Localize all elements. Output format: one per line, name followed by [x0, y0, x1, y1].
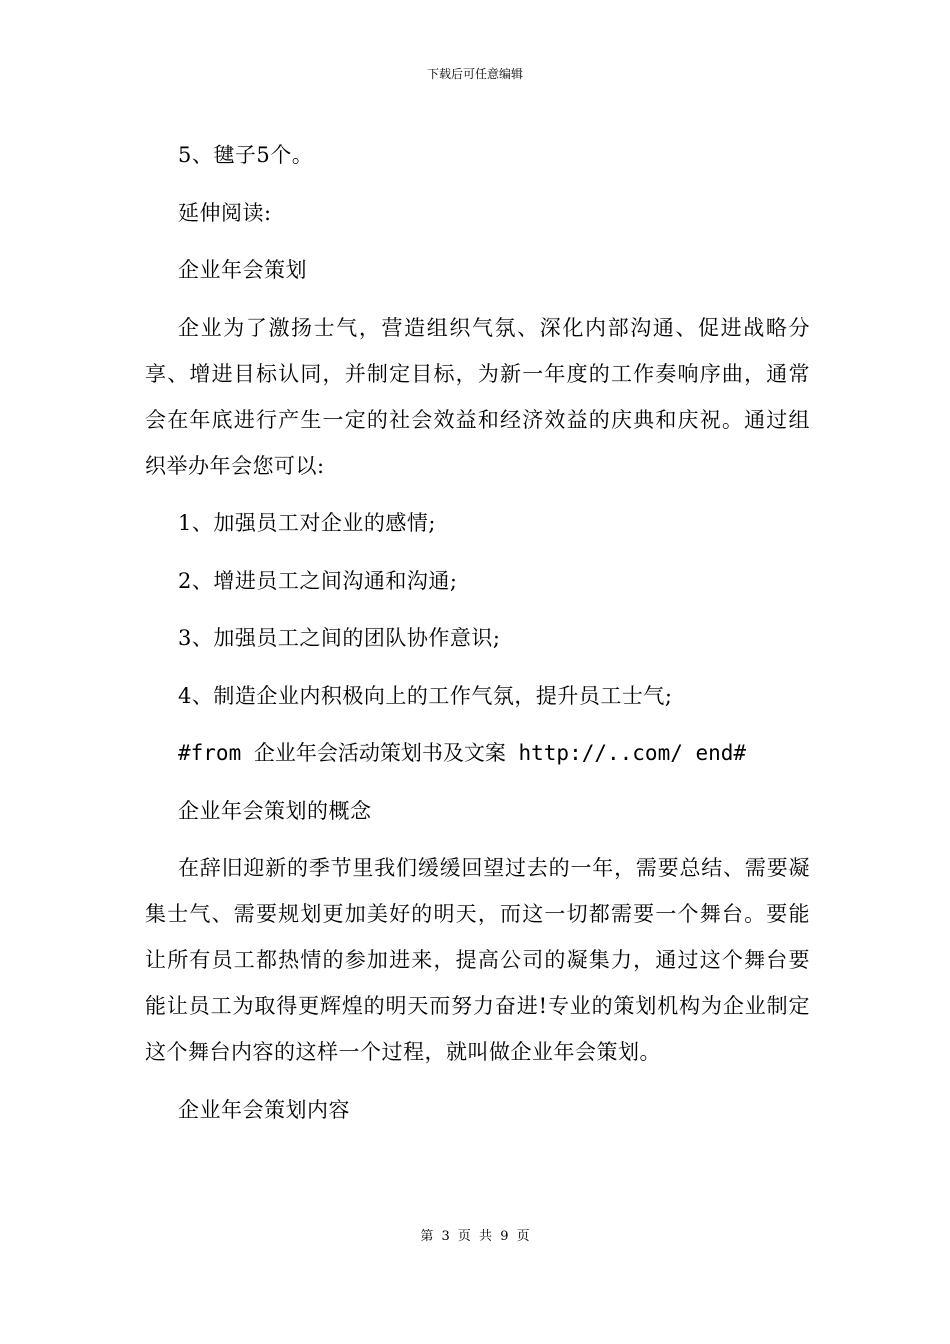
page-footer: 第 3 页 共 9 页: [420, 1229, 530, 1244]
paragraph-annual-meeting-intro: 企业为了激扬士气，营造组织气氛、深化内部沟通、促进战略分享、增进目标认同，并制定目标，为新一年度的工作奏响序曲，通常会在年底进行产生一定的社会效益和经济效益的庆典和庆祝。通过组织举办年会您可以:: [145, 315, 810, 478]
list-item-3: 3、加强员工之间的团队协作意识;: [178, 626, 501, 650]
list-item-4: 4、制造企业内积极向上的工作气氛，提升员工士气;: [178, 683, 673, 708]
paragraph-shuttlecock: 5、毽子5个。: [178, 143, 314, 167]
paragraph-source-marker: #from 企业年会活动策划书及文案 http://..com/ end#: [178, 741, 747, 765]
section-heading-annual-meeting-planning: 企业年会策划: [178, 258, 307, 282]
document-body: [145, 132, 810, 1144]
list-item-1: 1、加强员工对企业的感情;: [178, 511, 436, 535]
section-heading-concept: 企业年会策划的概念: [178, 798, 372, 823]
list-item-2: 2、增进员工之间沟通和沟通;: [178, 568, 458, 593]
paragraph-extended-reading: 延伸阅读:: [178, 200, 272, 225]
page-header: 下载后可任意编辑: [426, 67, 523, 81]
section-heading-content: 企业年会策划内容: [178, 1097, 350, 1122]
paragraph-concept: 在辞旧迎新的季节里我们缓缓回望过去的一年，需要总结、需要凝集士气、需要规划更加美好的明天，而这一切都需要一个舞台。要能让所有员工都热情的参加进来，提高公司的凝集力，通过这个舞台要能让员工为取得更辉煌的明天而努力奋进!专业的策划机构为企业制定这个舞台内容的这样一个过程，就叫做企业年会策划。: [145, 856, 810, 1064]
